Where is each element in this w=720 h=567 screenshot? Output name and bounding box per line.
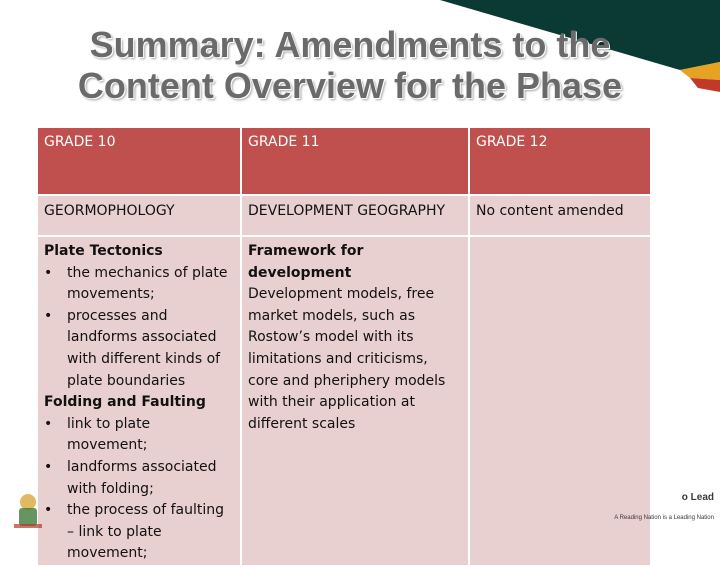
bullet-glyph: • [44,264,53,281]
list-item-text: landforms associated with folding; [67,458,217,497]
plate-tectonics-list [44,263,234,393]
coat-of-arms-logo [8,488,48,532]
list-item-text: the mechanics of plate movements; [67,264,228,303]
grade-11-content [241,236,469,566]
header-grade-11: GRADE 11 [241,127,469,195]
slide-title [0,24,700,106]
folding-faulting-list [44,414,234,565]
table-row [37,236,651,566]
topic-plate-tectonics: Plate Tectonics [44,243,163,259]
list-item [44,414,234,457]
footer-lead-logo [614,492,714,521]
table-header-row [37,127,651,195]
subheading-grade-11: DEVELOPMENT GEOGRAPHY [241,195,469,236]
header-grade-12: GRADE 12 [469,127,651,195]
topic-folding-faulting: Folding and Faulting [44,394,206,411]
topic-framework-for-development: Framework for development [248,243,364,281]
subheading-grade-12: No content amended [469,195,651,236]
subheading-grade-10: GEORMOPHOLOGY [37,195,241,236]
list-item [44,457,234,500]
footer-tagline: A Reading Nation is a Leading Nation [614,515,714,521]
list-item-text: link to plate movement; [67,415,151,454]
footer-lead-text: o Lead [681,492,714,503]
list-item-text: processes and landforms associated with different kinds of plate boundaries [67,307,221,389]
title-line-2: Content Overview for the Phase [77,65,623,106]
bullet-glyph: • [44,307,53,324]
list-item [44,500,234,565]
title-line-1: Summary: Amendments to the [89,24,611,65]
grade-10-content [37,236,241,566]
list-item [44,263,234,306]
amendments-table [36,126,652,567]
bullet-glyph: • [44,415,53,432]
bullet-glyph: • [44,502,53,519]
grade-11-description: Development models, free market models, such as Rostow’s model with its limitations and criticisms, core and pheriphery models with their application at different scales [248,286,446,432]
bullet-glyph: • [44,458,53,475]
table-row [37,195,651,236]
header-grade-10: GRADE 10 [37,127,241,195]
list-item [44,306,234,392]
list-item-text: the process of faulting – link to plate movement; [67,502,225,562]
